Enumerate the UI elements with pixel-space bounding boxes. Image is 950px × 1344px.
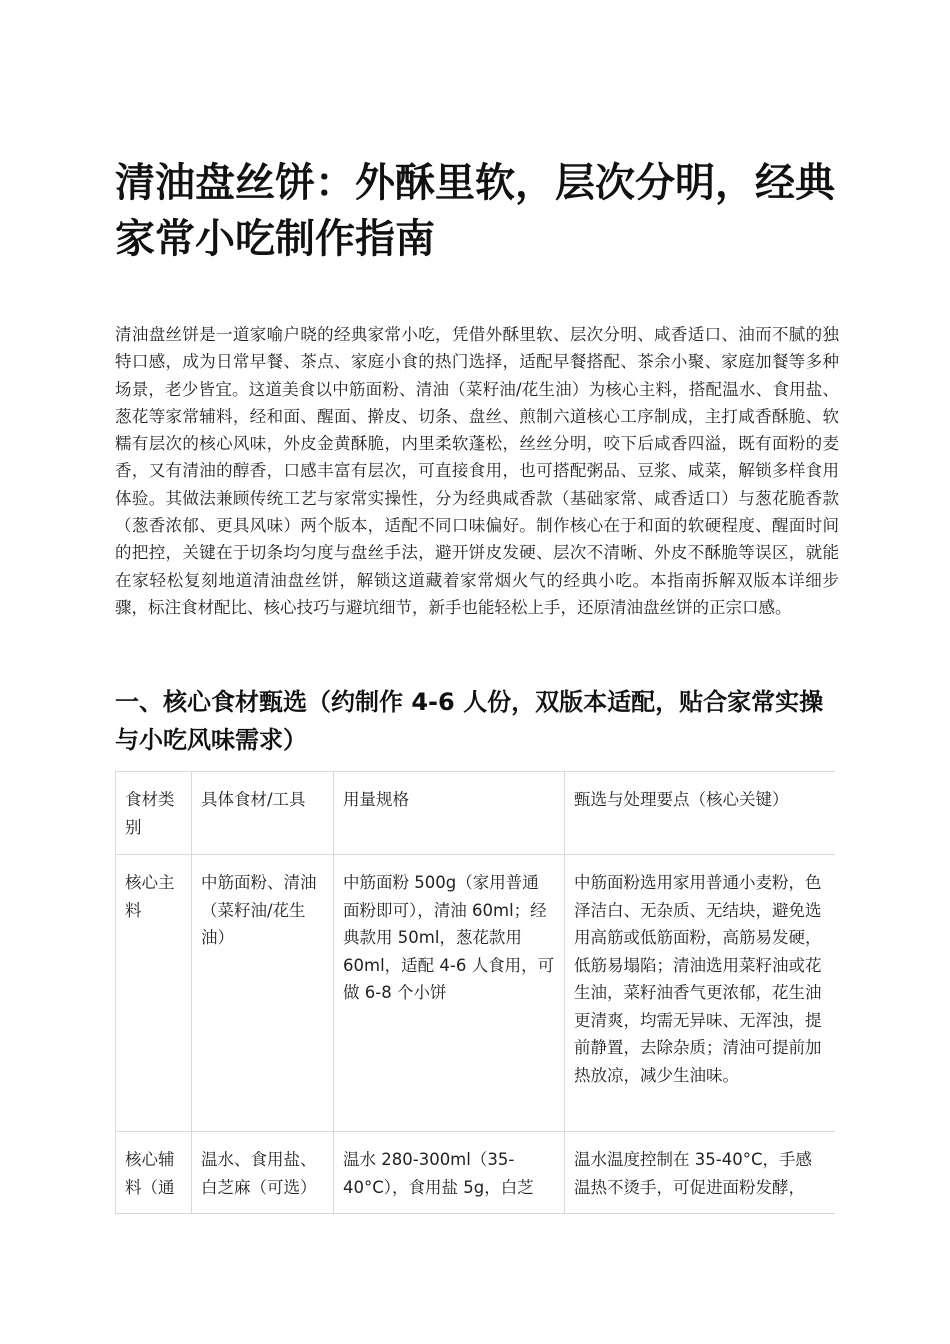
table-cell: 温水温度控制在 35-40°C，手感温热不烫手，可促进面粉发酵， xyxy=(565,1132,836,1214)
table-row xyxy=(116,1132,836,1214)
table-cell: 核心辅料（通 xyxy=(116,1132,192,1214)
table-cell: 核心主料 xyxy=(116,855,192,1132)
header-notes: 甄选与处理要点（核心关键） xyxy=(565,772,836,855)
ingredients-table xyxy=(115,771,835,1214)
header-category: 食材类别 xyxy=(116,772,192,855)
table-cell: 中筋面粉选用家用普通小麦粉，色泽洁白、无杂质、无结块，避免选用高筋或低筋面粉，高筋易发硬，低筋易塌陷；清油选用菜籽油或花生油，菜籽油香气更浓郁，花生油更清爽，均需无异味、无浑浊，提前静置，去除杂质；清油可提前加热放凉，减少生油味。 xyxy=(565,855,836,1132)
header-quantity: 用量规格 xyxy=(334,772,565,855)
page-title: 清油盘丝饼：外酥里软，层次分明，经典家常小吃制作指南 xyxy=(115,160,835,262)
table-cell: 中筋面粉、清油（菜籽油/花生油） xyxy=(192,855,334,1132)
table-row xyxy=(116,855,836,1132)
section-heading: 一、核心食材甄选（约制作 4-6 人份，双版本适配，贴合家常实操与小吃风味需求） xyxy=(115,688,824,754)
table-cell: 温水 280-300ml（35-40°C），食用盐 5g，白芝 xyxy=(334,1132,565,1214)
header-ingredient: 具体食材/工具 xyxy=(192,772,334,855)
intro-paragraph: 清油盘丝饼是一道家喻户晓的经典家常小吃，凭借外酥里软、层次分明、咸香适口、油而不腻的独特口感，成为日常早餐、茶点、家庭小食的热门选择，适配早餐搭配、茶余小聚、家庭加餐等多种场景，老少皆宜。这道美食以中筋面粉、清油（菜籽油/花生油）为核心主料，搭配温水、食用盐、葱花等家常辅料，经和面、醒面、擀皮、切条、盘丝、煎制六道核心工序制成，主打咸香酥脆、软糯有层次的核心风味，外皮金黄酥脆，内里柔软蓬松，丝丝分明，咬下后咸香四溢，既有面粉的麦香，又有清油的醇香，口感丰富有层次，可直接食用，也可搭配粥品、豆浆、咸菜，解锁多样食用体验。其做法兼顾传统工艺与家常实操性，分为经典咸香款（基础家常、咸香适口）与葱花脆香款（葱香浓郁、更具风味）两个版本，适配不同口味偏好。制作核心在于和面的软硬程度、醒面时间的把控，关键在于切条均匀度与盘丝手法，避开饼皮发硬、层次不清晰、外皮不酥脆等误区，就能在家轻松复刻地道清油盘丝饼，解锁这道藏着家常烟火气的经典小吃。本指南拆解双版本详细步骤，标注食材配比、核心技巧与避坑细节，新手也能轻松上手，还原清油盘丝饼的正宗口感。 xyxy=(115,325,839,617)
table-cell: 温水、食用盐、白芝麻（可选） xyxy=(192,1132,334,1214)
ingredients-table-container xyxy=(115,771,835,1214)
table-header-row xyxy=(116,772,836,855)
table-cell: 中筋面粉 500g（家用普通面粉即可），清油 60ml；经典款用 50ml，葱花款用 60ml，适配 4-6 人食用，可做 6-8 个小饼 xyxy=(334,855,565,1132)
